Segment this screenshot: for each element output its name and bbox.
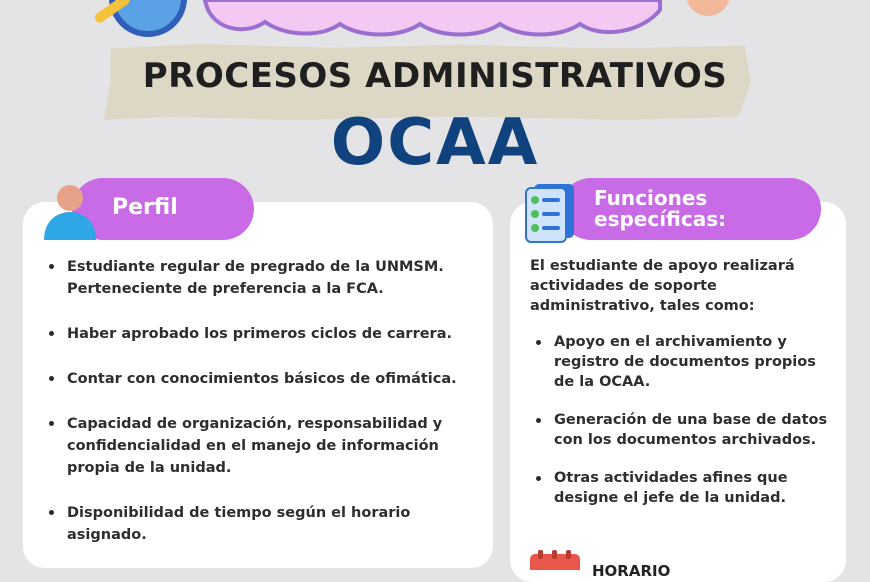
perfil-list xyxy=(45,256,465,569)
list-item: Contar con conocimientos básicos de ofimática. xyxy=(45,368,465,390)
page-title: PROCESOS ADMINISTRATIVOS xyxy=(142,56,728,96)
funciones-heading-line2: específicas: xyxy=(594,207,727,231)
page-subtitle: OCAA xyxy=(330,106,540,180)
list-item: Haber aprobado los primeros ciclos de carrera. xyxy=(45,323,465,345)
funciones-heading-pill xyxy=(560,178,821,240)
funciones-heading-line1: Funciones xyxy=(594,186,708,210)
list-item: Capacidad de organización, responsabilidad y confidencialidad en el manejo de información propia de la unidad. xyxy=(45,413,465,479)
decorative-ball xyxy=(686,0,730,16)
horario-heading: HORARIO xyxy=(592,562,671,580)
list-item: Estudiante regular de pregrado de la UNMSM. Perteneciente de preferencia a la FCA. xyxy=(45,256,465,300)
list-item: Otras actividades afines que designe el jefe de la unidad. xyxy=(532,468,832,508)
header-decoration xyxy=(0,0,870,40)
list-item: Generación de una base de datos con los documentos archivados. xyxy=(532,410,832,450)
decorative-bubble-letters xyxy=(205,0,660,35)
funciones-list xyxy=(532,332,832,526)
funciones-intro: El estudiante de apoyo realizará actividades de soporte administrativo, tales como: xyxy=(530,258,795,314)
perfil-heading: Perfil xyxy=(112,195,178,220)
calendar-icon xyxy=(528,550,582,570)
checklist-icon xyxy=(522,182,580,244)
list-item: Disponibilidad de tiempo según el horario asignado. xyxy=(45,502,465,546)
magnifier-icon xyxy=(93,0,184,34)
list-item: Apoyo en el archivamiento y registro de documentos propios de la OCAA. xyxy=(532,332,832,392)
person-icon xyxy=(40,180,100,242)
